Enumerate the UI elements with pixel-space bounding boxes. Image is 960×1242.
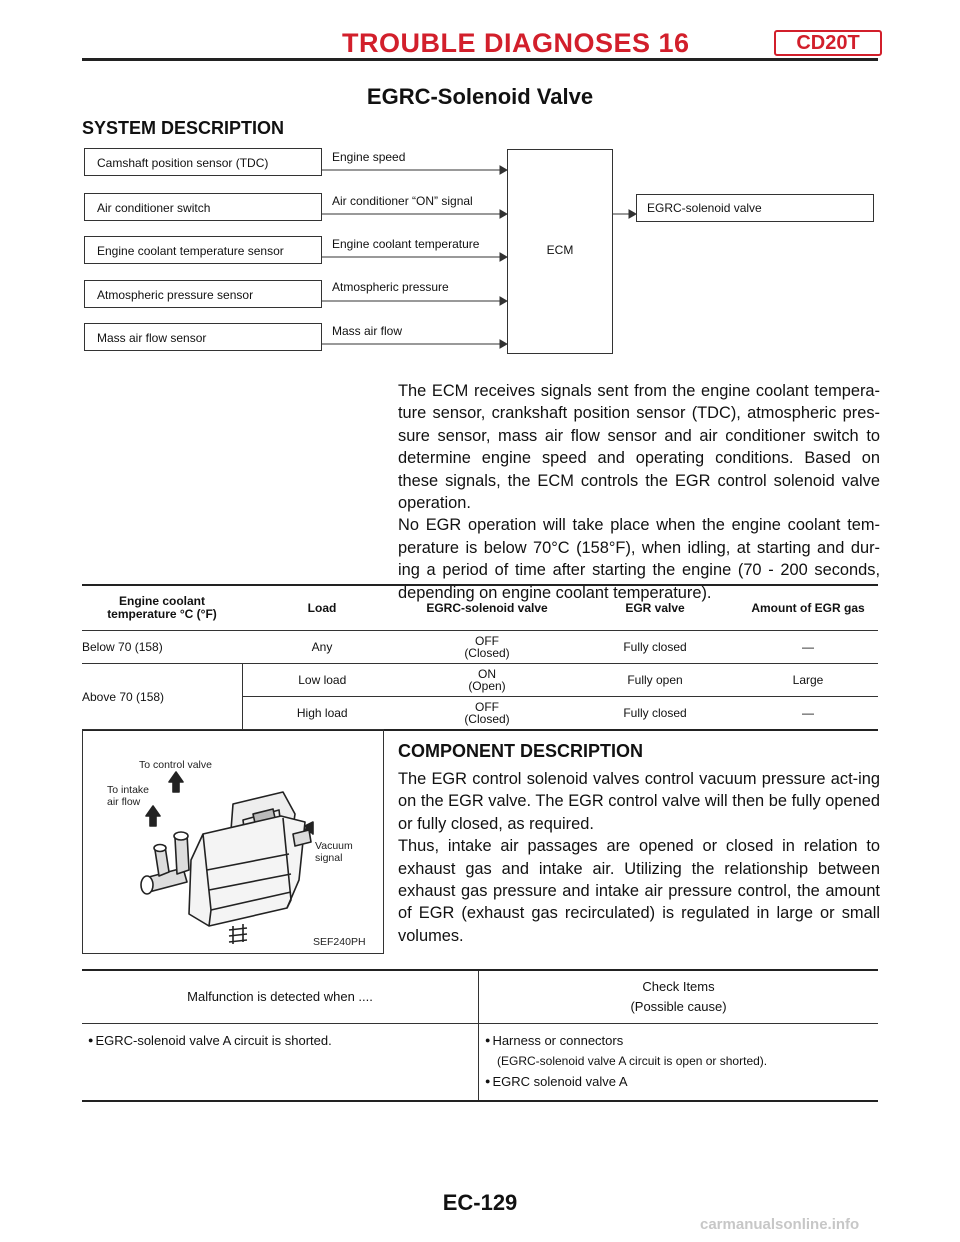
malfunction-text: EGRC-solenoid valve A circuit is shorted. [95,1033,332,1048]
cell-valve [402,664,572,697]
solenoid-valve-drawing [83,730,383,953]
signal-label: Air conditioner “ON” signal [332,194,473,208]
signal-arrows [0,0,960,400]
valve-state: ON [478,667,496,681]
table-row [82,631,878,664]
cell-temp: Below 70 (158) [82,631,242,664]
bullet-icon: ● [88,1035,94,1045]
paragraph: The ECM receives signals sent from the engine coolant tempera-ture sensor, crankshaft position sensor (TDC), atmospheric pres-sure sensor, mass air flow sensor and air conditioner switch to determine engine speed and operating conditions. Based on these signals, the ECM controls the EGR control solenoid valve operation. [398,382,880,513]
column-header: Amount of EGR gas [738,585,878,631]
arrow-up-icon [169,772,183,792]
arrowhead-icon [500,297,507,305]
header-line: Engine coolant [118,594,205,608]
arrow-up-icon [146,806,160,826]
cell-amount: Large [738,664,878,697]
check-items-cell [479,1024,879,1102]
cell-load: High load [242,697,402,731]
cell-amount: — [738,631,878,664]
figure-label: air flow [107,796,141,808]
check-item: Harness or connectors [492,1033,624,1048]
header-line: temperature °C (°F) [107,607,217,621]
valve-note: (Closed) [464,646,510,660]
column-header: EGRC-solenoid valve [402,585,572,631]
cell-egr-valve: Fully open [572,664,738,697]
section-header-title: TROUBLE DIAGNOSES 16 [342,28,690,58]
system-description-heading: SYSTEM DESCRIPTION [82,118,285,138]
figure-label: Vacuum [315,840,353,852]
malfunction-cell [82,1024,479,1102]
arrowhead-icon [500,253,507,261]
cell-valve [402,697,572,731]
input-sensor-box: Camshaft position sensor (TDC) [84,148,322,176]
valve-state: OFF [475,634,499,648]
bullet-icon: ● [485,1076,491,1086]
component-description-text [398,768,880,947]
input-sensor-box: Air conditioner switch [84,193,322,221]
check-item-note: (EGRC-solenoid valve A circuit is open or shorted). [497,1054,768,1068]
ecm-box: ECM [507,149,613,354]
figure-label: To control valve [139,759,212,771]
valve-state: OFF [475,700,499,714]
cell-amount: — [802,706,814,720]
input-sensor-box: Atmospheric pressure sensor [84,280,322,308]
system-description-text [398,380,880,604]
figure-label: To intake [107,784,150,796]
cell-egr-valve: Fully closed [623,706,687,720]
column-header [479,970,879,1024]
signal-label: Mass air flow [332,324,403,338]
page-title: EGRC-Solenoid Valve [366,84,594,109]
paragraph: Thus, intake air passages are opened or closed in relation to exhaust gas and intake air. Utilizing the relationship between exhaust gas pressure and intake air pressure control, the amount of EGR (exhaust gas recirculated) is regulated in large or small volumes. [398,837,880,945]
arrowhead-icon [500,166,507,174]
input-sensor-box: Engine coolant temperature sensor [84,236,322,264]
arrowhead-icon [500,340,507,348]
column-header: EGR valve [572,585,738,631]
solenoid-valve-figure [82,729,384,954]
cell-valve [402,631,572,664]
arrowhead-icon [500,210,507,218]
column-header: Load [242,585,402,631]
cell-temp: Above 70 (158) [82,689,165,704]
signal-label: Atmospheric pressure [332,280,449,294]
header-line: Check Items [642,979,715,994]
signal-label: Engine speed [332,150,406,164]
column-header [82,585,242,631]
cell-egr-valve: Fully closed [572,631,738,664]
table-row [82,664,878,697]
figure-code: SEF240PH [313,936,366,948]
cell-load: Any [242,631,402,664]
check-item: EGRC solenoid valve A [492,1074,628,1089]
bullet-icon: ● [485,1035,491,1045]
paragraph: The EGR control solenoid valves control vacuum pressure act-ing on the EGR valve. The EGR control valve will then be fully opened or fully closed, as required. [398,770,880,833]
egr-operation-table [82,584,878,731]
cell-load: Low load [242,664,402,697]
column-header: Malfunction is detected when .... [82,970,479,1024]
arrowhead-icon [629,210,636,218]
header-line: (Possible cause) [630,999,727,1014]
page-number: EC-129 [442,1190,518,1215]
valve-note: (Open) [468,679,506,693]
signal-label: Engine coolant temperature [332,237,480,251]
component-description-heading: COMPONENT DESCRIPTION [398,741,644,761]
input-sensor-box: Mass air flow sensor [84,323,322,351]
watermark: carmanualsonline.info [700,1216,860,1233]
valve-note: (Closed) [464,712,510,726]
output-box: EGRC-solenoid valve [636,194,874,222]
table-row [82,1024,878,1102]
engine-badge: CD20T [774,30,882,56]
figure-label: signal [315,852,343,864]
paragraph: No EGR operation will take place when the engine coolant tem-perature is below 70°C (158°F), when idling, at starting and dur-ing a period of time after starting the engine (70 - 200 seconds, depending on engine coolant temperature). [398,516,880,602]
diagnosis-table [82,969,878,1102]
